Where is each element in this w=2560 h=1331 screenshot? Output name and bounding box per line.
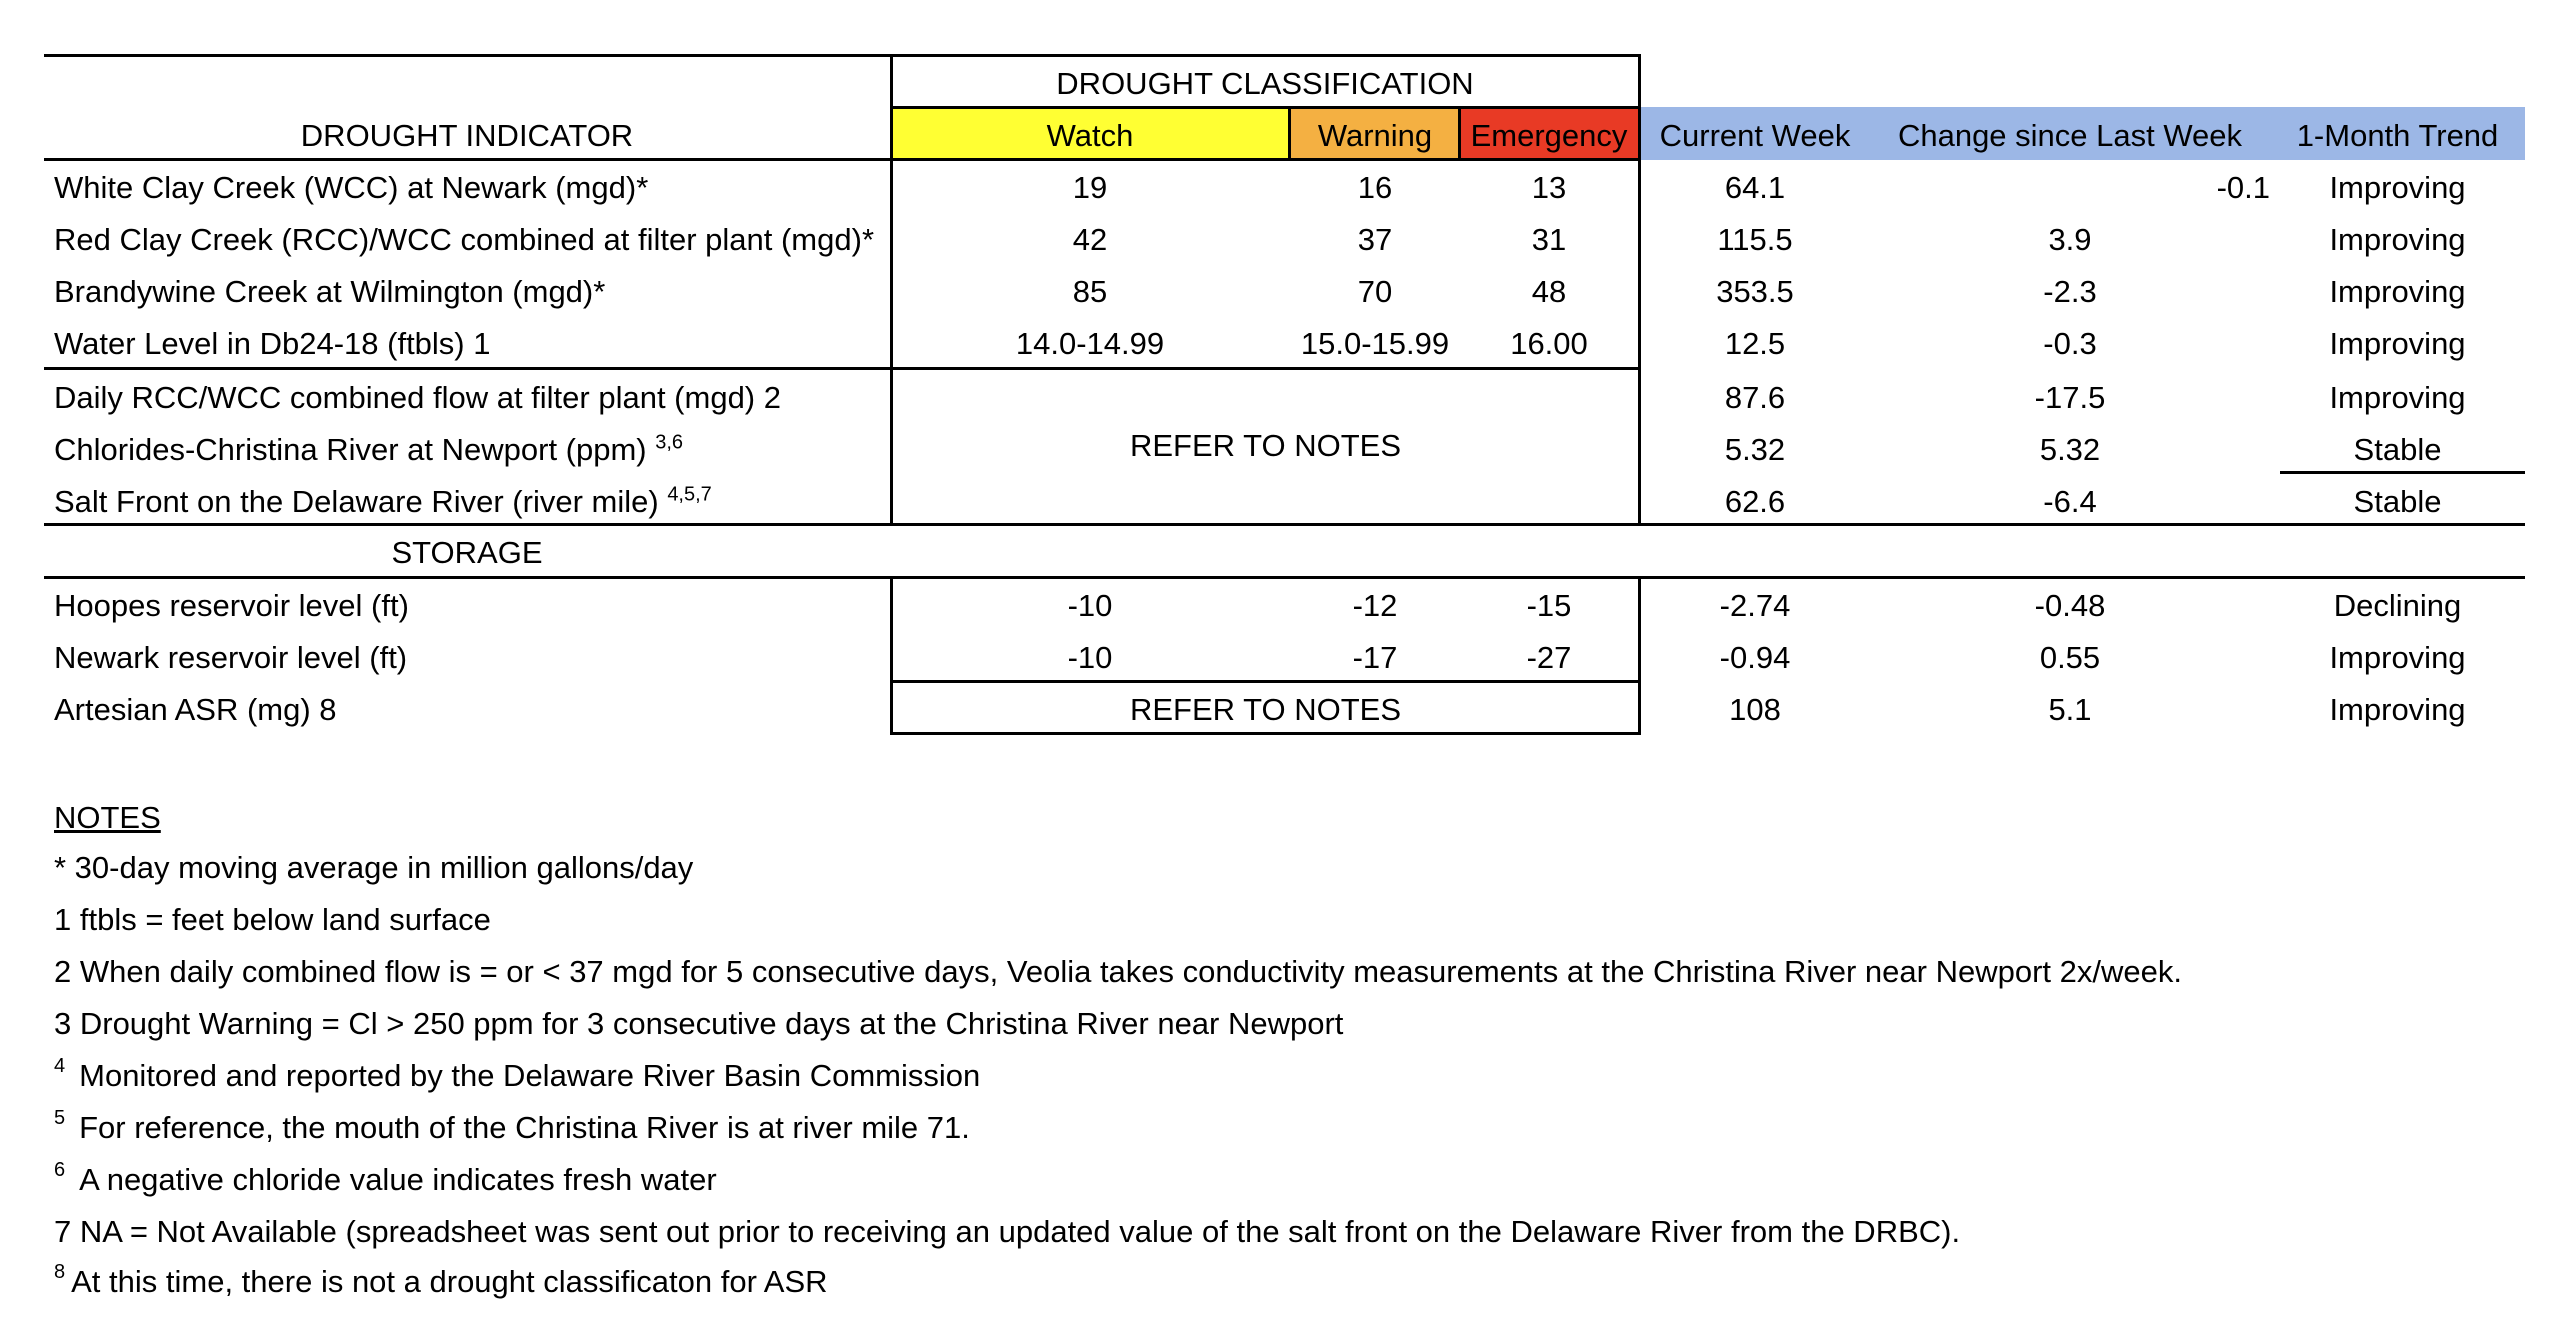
row-label-newark: Newark reservoir level (ft) bbox=[54, 640, 408, 675]
refer-to-notes-lower: REFER TO NOTES bbox=[1129, 692, 1401, 727]
row-warning-newark: -17 bbox=[1352, 640, 1398, 675]
note-sup: 5 bbox=[54, 1107, 66, 1129]
note-text: * 30-day moving average in million gallons/day bbox=[54, 850, 694, 885]
row-label-wcc: White Clay Creek (WCC) at Newark (mgd)* bbox=[54, 170, 649, 205]
watch-heading: Watch bbox=[1046, 118, 1134, 153]
row-emergency-water-level: 16.00 bbox=[1510, 326, 1588, 361]
row-label-brandywine: Brandywine Creek at Wilmington (mgd)* bbox=[54, 274, 606, 309]
row-watch-hoopes: -10 bbox=[1067, 588, 1113, 623]
note-item bbox=[54, 842, 693, 894]
drought-indicator-heading: DROUGHT INDICATOR bbox=[300, 118, 634, 153]
row-label-hoopes: Hoopes reservoir level (ft) bbox=[54, 588, 409, 623]
row-current-artesian: 108 bbox=[1729, 692, 1781, 727]
row-label-water-level: Water Level in Db24-18 (ftbls) 1 bbox=[54, 326, 491, 361]
row-change-wcc: -0.1 bbox=[2216, 170, 2270, 205]
row-watch-wcc: 19 bbox=[1072, 170, 1108, 205]
note-text: A negative chloride value indicates fresh water bbox=[79, 1162, 717, 1197]
row-change-rcc-wcc: 3.9 bbox=[2048, 222, 2092, 257]
drought-classification-heading: DROUGHT CLASSIFICATION bbox=[1056, 66, 1474, 101]
row-warning-brandywine: 70 bbox=[1357, 274, 1393, 309]
note-item bbox=[54, 1154, 717, 1206]
row-label-rcc-wcc: Red Clay Creek (RCC)/WCC combined at filter plant (mgd)* bbox=[54, 222, 875, 257]
row-change-water-level: -0.3 bbox=[2043, 326, 2097, 361]
note-item bbox=[54, 1256, 828, 1308]
row-change-artesian: 5.1 bbox=[2048, 692, 2092, 727]
row-trend-daily-flow: Improving bbox=[2329, 380, 2466, 415]
note-item bbox=[54, 1206, 1960, 1258]
row-trend-rcc-wcc: Improving bbox=[2329, 222, 2466, 257]
row-change-daily-flow: -17.5 bbox=[2034, 380, 2106, 415]
row-emergency-brandywine: 48 bbox=[1531, 274, 1567, 309]
note-text: At this time, there is not a drought classificaton for ASR bbox=[71, 1264, 828, 1299]
row-emergency-hoopes: -15 bbox=[1526, 588, 1572, 623]
row-watch-newark: -10 bbox=[1067, 640, 1113, 675]
row-trend-water-level: Improving bbox=[2329, 326, 2466, 361]
note-sup: 8 bbox=[54, 1261, 66, 1283]
warning-heading: Warning bbox=[1317, 118, 1433, 153]
row-emergency-rcc-wcc: 31 bbox=[1531, 222, 1567, 257]
trend-heading: 1-Month Trend bbox=[2296, 118, 2499, 153]
row-trend-artesian: Improving bbox=[2329, 692, 2466, 727]
row-change-chlorides: 5.32 bbox=[2039, 432, 2101, 467]
note-sup: 6 bbox=[54, 1159, 66, 1181]
row-watch-brandywine: 85 bbox=[1072, 274, 1108, 309]
row-warning-wcc: 16 bbox=[1357, 170, 1393, 205]
refer-to-notes-upper: REFER TO NOTES bbox=[1129, 428, 1401, 463]
storage-heading: STORAGE bbox=[391, 535, 543, 570]
note-text: 1 ftbls = feet below land surface bbox=[54, 902, 491, 937]
row-label-salt-front bbox=[54, 476, 884, 528]
row-change-hoopes: -0.48 bbox=[2034, 588, 2106, 623]
row-change-newark: 0.55 bbox=[2039, 640, 2101, 675]
row-trend-salt-front: Stable bbox=[2353, 484, 2442, 519]
row-label-chlorides bbox=[54, 424, 884, 476]
row-warning-rcc-wcc: 37 bbox=[1357, 222, 1393, 257]
row-trend-brandywine: Improving bbox=[2329, 274, 2466, 309]
row-trend-newark: Improving bbox=[2329, 640, 2466, 675]
row-current-water-level: 12.5 bbox=[1724, 326, 1786, 361]
row-trend-chlorides: Stable bbox=[2353, 432, 2442, 467]
row-warning-hoopes: -12 bbox=[1352, 588, 1398, 623]
row-label-artesian: Artesian ASR (mg) 8 bbox=[54, 692, 337, 727]
note-item bbox=[54, 1102, 970, 1154]
row-current-wcc: 64.1 bbox=[1724, 170, 1786, 205]
row-current-daily-flow: 87.6 bbox=[1724, 380, 1786, 415]
row-emergency-wcc: 13 bbox=[1531, 170, 1567, 205]
note-text: For reference, the mouth of the Christina River is at river mile 71. bbox=[79, 1110, 970, 1145]
row-change-salt-front: -6.4 bbox=[2043, 484, 2097, 519]
top-border bbox=[44, 54, 1641, 57]
change-heading: Change since Last Week bbox=[1897, 118, 2243, 153]
emergency-heading: Emergency bbox=[1470, 118, 1628, 153]
row-current-hoopes: -2.74 bbox=[1719, 588, 1791, 623]
salt-front-label-sup: 4,5,7 bbox=[667, 483, 712, 506]
row-current-newark: -0.94 bbox=[1719, 640, 1791, 675]
current-week-heading: Current Week bbox=[1659, 118, 1851, 153]
row-watch-rcc-wcc: 42 bbox=[1072, 222, 1108, 257]
chlorides-label-text: Chlorides-Christina River at Newport (ppm) bbox=[54, 432, 647, 467]
row-current-brandywine: 353.5 bbox=[1716, 274, 1794, 309]
note-item bbox=[54, 946, 2182, 998]
row-current-salt-front: 62.6 bbox=[1724, 484, 1786, 519]
row-trend-wcc: Improving bbox=[2329, 170, 2466, 205]
row-watch-water-level: 14.0-14.99 bbox=[1015, 326, 1165, 361]
note-sup: 4 bbox=[54, 1055, 66, 1077]
row-emergency-newark: -27 bbox=[1526, 640, 1572, 675]
notes-title: NOTES bbox=[54, 800, 161, 835]
note-text: 3 Drought Warning = Cl > 250 ppm for 3 consecutive days at the Christina River near Newport bbox=[54, 1006, 1344, 1041]
row-label-daily-flow: Daily RCC/WCC combined flow at filter plant (mgd) 2 bbox=[54, 380, 781, 415]
salt-front-label-text: Salt Front on the Delaware River (river mile) bbox=[54, 484, 659, 519]
row-trend-hoopes: Declining bbox=[2333, 588, 2462, 623]
note-item bbox=[54, 998, 1343, 1050]
row-change-brandywine: -2.3 bbox=[2043, 274, 2097, 309]
row-warning-water-level: 15.0-15.99 bbox=[1300, 326, 1450, 361]
note-text: Monitored and reported by the Delaware River Basin Commission bbox=[79, 1058, 981, 1093]
chlorides-label-sup: 3,6 bbox=[655, 431, 684, 454]
row-current-chlorides: 5.32 bbox=[1724, 432, 1786, 467]
note-item bbox=[54, 1050, 980, 1102]
row-current-rcc-wcc: 115.5 bbox=[1717, 222, 1793, 257]
note-item bbox=[54, 894, 491, 946]
note-text: 2 When daily combined flow is = or < 37 mgd for 5 consecutive days, Veolia takes conductivity measurements at the Christina River near Newport 2x/week. bbox=[54, 954, 2182, 989]
note-text: 7 NA = Not Available (spreadsheet was sent out prior to receiving an updated value of the salt front on the Delaware River from the DRBC). bbox=[54, 1214, 1961, 1249]
